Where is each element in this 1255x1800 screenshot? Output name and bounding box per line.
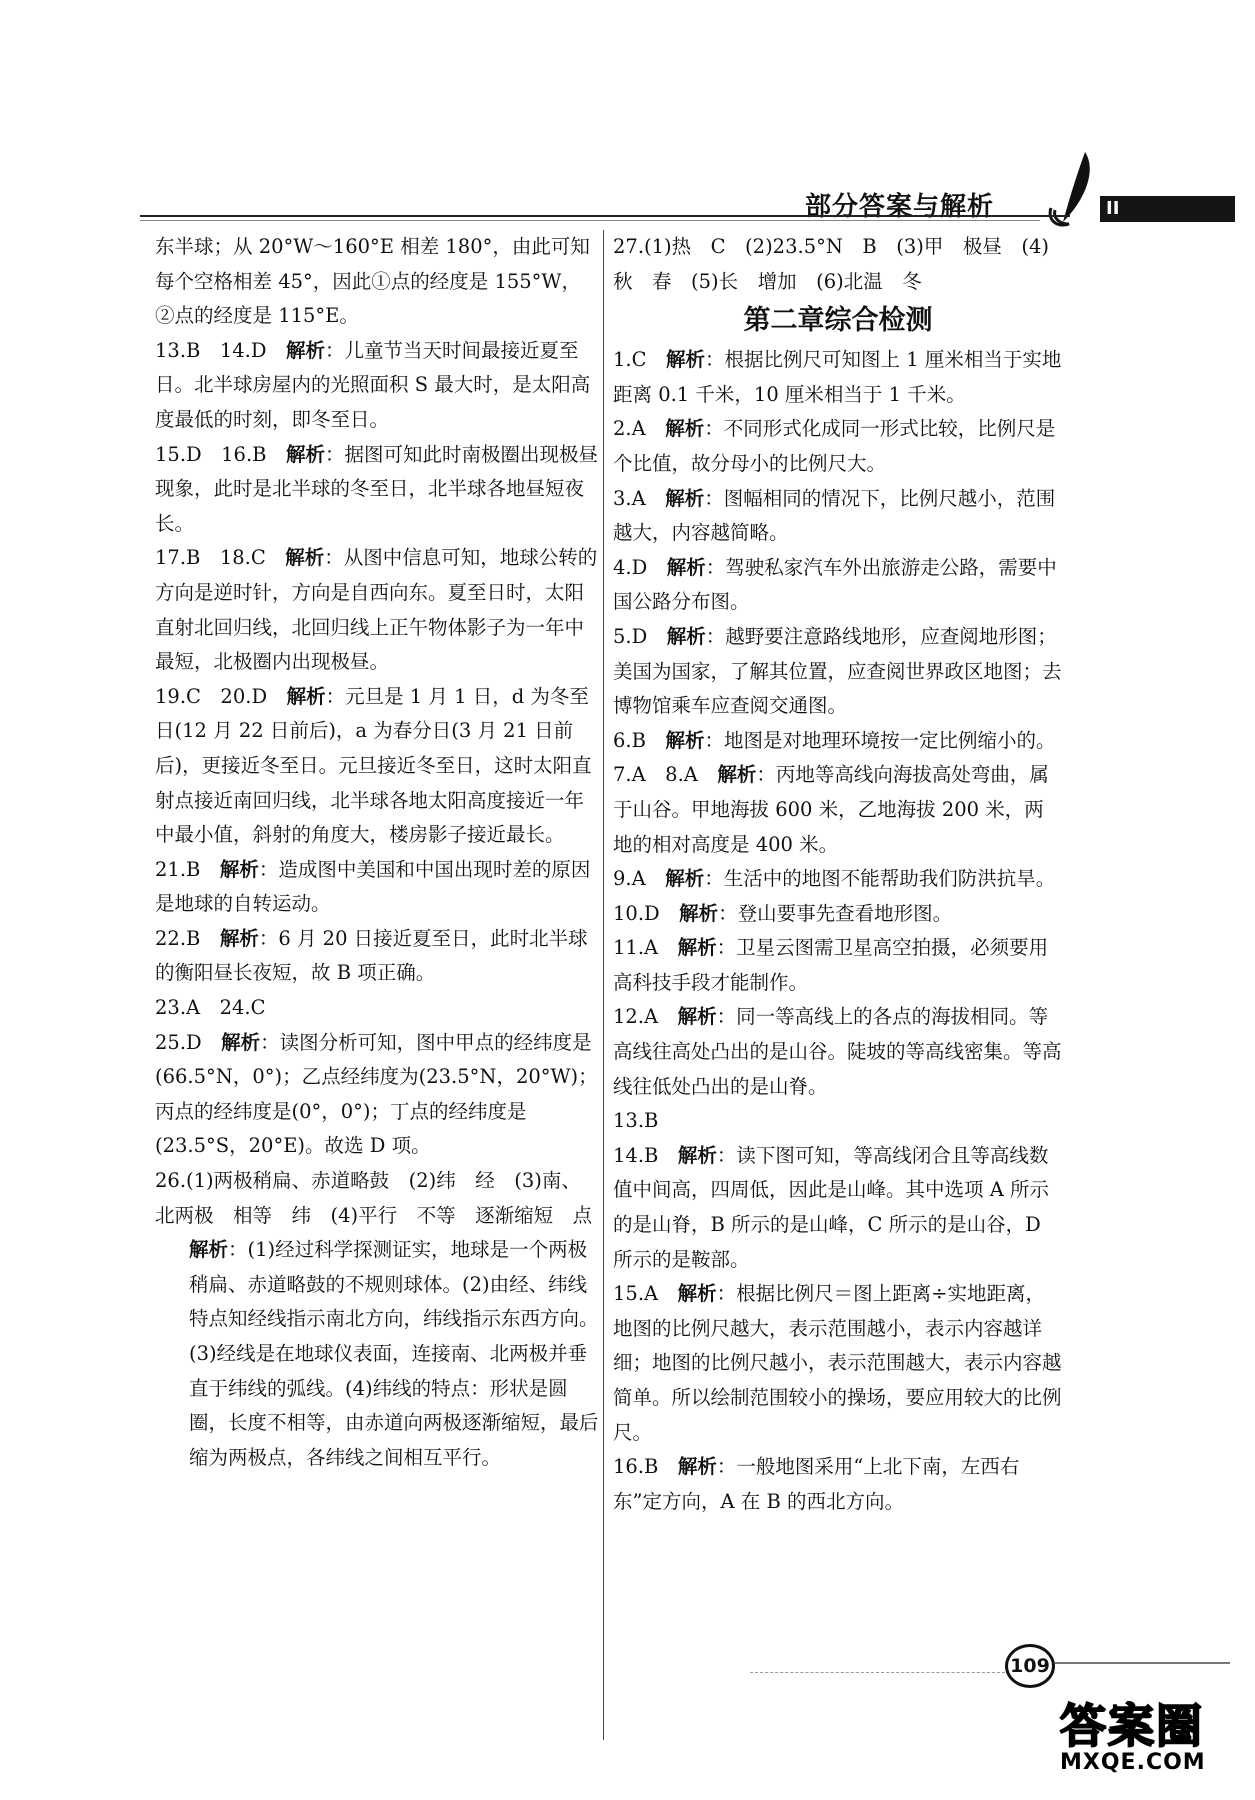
question-number: 16.B <box>613 1455 678 1479</box>
analysis-text: ：读下图可知，等高线闭合且等高线数值中间高，四周低，因此是山峰。其中选项 A 所示的是山脊，B 所示的是山峰，C 所示的是山谷，D 所示的是鞍部。 <box>613 1143 1049 1271</box>
analysis-text: ：丙地等高线向海拔高处弯曲，属于山谷。甲地海拔 600 米，乙地海拔 200 米，两地的相对高度是 400 米。 <box>613 763 1049 856</box>
answer-item <box>155 1026 600 1164</box>
footer-divider <box>750 1672 1005 1673</box>
question-number: 21.B <box>155 857 220 881</box>
analysis-label: 解析 <box>666 624 706 648</box>
answer-item <box>155 680 600 853</box>
question-number: 12.A <box>613 1005 678 1029</box>
analysis-text: ：越野要注意路线地形，应查阅地形图；美国为国家，了解其位置，应查阅世界政区地图；去博物馆乘车应查阅交通图。 <box>613 624 1062 718</box>
analysis-label: 解析 <box>219 857 259 881</box>
answer-item <box>613 230 1063 299</box>
analysis-label: 解析 <box>677 1143 717 1167</box>
question-number: 22.B <box>155 926 220 950</box>
analysis-text: ：生活中的地图不能帮助我们防洪抗旱。 <box>704 867 1056 891</box>
footer-divider-right <box>1055 1662 1230 1664</box>
question-number: 7.A 8.A <box>613 763 718 787</box>
analysis-label: 解析 <box>665 486 705 510</box>
analysis-label: 解析 <box>677 1005 717 1029</box>
analysis-text: ：造成图中美国和中国出现时差的原因是地球的自转运动。 <box>155 857 591 916</box>
header-bar <box>1100 196 1235 222</box>
header-divider-thin <box>140 220 1040 221</box>
question-number: 3.A <box>613 486 666 510</box>
question-number: 13.B <box>613 1109 659 1133</box>
analysis-text: ：(1)经过科学探测证实，地球是一个两极稍扁、赤道略鼓的不规则球体。(2)由经、纬线特点知经线指示南北方向，纬线指示东西方向。(3)经线是在地球仪表面，连接南、北两极并垂直于纬线的弧线。(4)纬线的特点：形状是圆圈，长度不相等，由赤道向两极逐渐缩短，最后缩为两极点，各纬线之间相互平行。 <box>189 1238 599 1469</box>
question-number: 11.A <box>613 936 678 960</box>
analysis-text: ：驾驶私家汽车外出旅游走公路，需要中国公路分布图。 <box>613 555 1057 614</box>
analysis-label: 解析 <box>286 338 326 362</box>
question-number: 14.B <box>613 1143 678 1167</box>
analysis-text: ：从图中信息可知，地球公转的方向是逆时针，方向是自西向东。夏至日时，太阳直射北回归线，北回归线上正午物体影子为一年中最短，北极圈内出现极昼。 <box>155 546 598 674</box>
question-number: 6.B <box>613 728 666 752</box>
analysis-label: 解析 <box>717 763 757 787</box>
analysis-label: 解析 <box>679 901 719 925</box>
analysis-label: 解析 <box>665 417 705 441</box>
answer-item <box>613 1139 1063 1277</box>
analysis-text: ：一般地图采用“上北下南，左西右东”定方向，A 在 B 的西北方向。 <box>613 1455 1020 1513</box>
header-divider <box>140 215 1070 217</box>
question-number: 26. <box>155 1169 187 1193</box>
column-divider <box>603 230 604 1740</box>
analysis-text: ：不同形式化成同一形式比较，比例尺是个比值，故分母小的比例尺大。 <box>613 417 1056 475</box>
question-number: 13.B 14.D <box>155 338 286 362</box>
analysis-text: ：据图可知此时南极圈出现极昼现象，此时是北半球的冬至日，北半球各地昼短夜长。 <box>155 442 599 535</box>
answer-text: (1)热 C (2)23.5°N B (3)甲 极昼 (4)秋 春 (5)长 增加 (6)北温 冬 <box>613 235 1049 293</box>
answer-item <box>613 724 1063 759</box>
question-number: 17.B 18.C <box>155 546 286 570</box>
analysis-label: 解析 <box>677 1282 717 1306</box>
analysis-label: 解析 <box>677 936 717 960</box>
analysis-text: ：根据比例尺＝图上距离÷实地距离，地图的比例尺越大，表示范围越小，表示内容越详细；地图的比例尺越小，表示范围越大，表示内容越简单。所以绘制范围较小的操场，要应用较大的比例尺。 <box>613 1282 1062 1444</box>
analysis-label: 解析 <box>665 728 705 752</box>
watermark-top: 答案圈 <box>1060 1699 1204 1753</box>
answer-item <box>613 758 1063 862</box>
analysis-label: 解析 <box>286 684 326 708</box>
question-number: 15.D 16.B <box>155 442 286 466</box>
analysis-label: 解析 <box>665 867 705 891</box>
watermark-logo <box>1060 1690 1240 1790</box>
answer-item <box>613 620 1063 724</box>
answer-item <box>613 412 1063 481</box>
answer-item <box>613 1000 1063 1104</box>
analysis-text: ：地图是对地理环境按一定比例缩小的。 <box>704 728 1056 752</box>
analysis-text: ：读图分析可知，图中甲点的经纬度是(66.5°N，0°)；乙点经纬度为(23.5°N，20°W)；丙点的经纬度是(0°，0°)；丁点的经纬度是(23.5°S，20°E)。故选 D 项。 <box>155 1030 598 1158</box>
analysis-text: ：图幅相同的情况下，比例尺越小，范围越大，内容越简略。 <box>613 486 1056 545</box>
answer-item <box>155 541 600 679</box>
answer-item <box>613 482 1063 551</box>
question-number: 23.A 24.C <box>155 996 266 1020</box>
analysis-label: 解析 <box>677 1455 717 1479</box>
question-number: 19.C 20.D <box>155 684 287 708</box>
watermark-bottom: MXQE.COM <box>1060 1750 1206 1775</box>
feather-icon <box>1045 150 1105 230</box>
question-number: 27. <box>613 235 645 258</box>
analysis-text: ：登山要事先查看地形图。 <box>718 901 953 925</box>
question-number: 10.D <box>613 901 680 925</box>
answer-item <box>613 343 1063 412</box>
answer-item <box>613 1277 1063 1450</box>
header-bar-text: II <box>1106 198 1120 219</box>
question-number: 5.D <box>613 624 667 648</box>
analysis-label: 解析 <box>189 1238 229 1262</box>
analysis-text: ：根据比例尺可知图上 1 厘米相当于实地距离 0.1 千米，10 厘米相当于 1 千米。 <box>613 348 1062 406</box>
header-title: 部分答案与解析 <box>805 192 995 222</box>
answer-item <box>613 897 1063 932</box>
answer-item <box>155 438 600 542</box>
answer-item <box>155 334 600 438</box>
answer-item <box>155 922 600 991</box>
analysis-label: 解析 <box>219 926 259 950</box>
section-title: 第二章综合检测 <box>743 305 933 337</box>
question-number: 25.D <box>155 1030 222 1054</box>
analysis-label: 解析 <box>285 546 325 570</box>
answer-item <box>613 862 1063 897</box>
question-number: 1.C <box>613 348 667 372</box>
left-column <box>155 230 600 1475</box>
answer-item <box>155 853 600 922</box>
question-number: 9.A <box>613 867 666 891</box>
answer-item <box>613 1104 1063 1139</box>
analysis-label: 解析 <box>666 348 706 372</box>
analysis-label: 解析 <box>286 442 326 466</box>
analysis-text: ：同一等高线上的各点的海拔相同。等高线往高处凸出的是山谷。陡坡的等高线密集。等高线往低处凸出的是山脊。 <box>613 1005 1062 1098</box>
question-number: 15.A <box>613 1282 678 1306</box>
page-number: 109 <box>1005 1644 1055 1688</box>
answer-item <box>155 1233 600 1475</box>
right-column <box>613 230 1063 1519</box>
analysis-label: 解析 <box>666 555 706 579</box>
analysis-text: ：元旦是 1 月 1 日，d 为冬至日(12 月 22 日前后)，a 为春分日(3 月 21 日前后)，更接近冬至日。元旦接近冬至日，这时太阳直射点接近南回归线，北半球各地太阳高度接近一年中最小值，斜射的角度大，楼房影子接近最长。 <box>155 684 592 847</box>
answer-item: 东半球；从 20°W～160°E 相差 180°，由此可知每个空格相差 45°，因此①点的经度是 155°W，②点的经度是 115°E。 <box>155 235 590 328</box>
analysis-label: 解析 <box>221 1030 261 1054</box>
analysis-text: ：卫星云图需卫星高空拍摄，必须要用高科技手段才能制作。 <box>613 936 1049 994</box>
answer-item <box>155 1164 600 1233</box>
answer-text: (1)两极稍扁、赤道略鼓 (2)纬 经 (3)南、北两极 相等 纬 (4)平行 不等 逐渐缩短 点 <box>155 1169 593 1227</box>
analysis-text: ：6 月 20 日接近夏至日，此时北半球的衡阳昼长夜短，故 B 项正确。 <box>155 926 588 985</box>
answer-item <box>155 991 600 1026</box>
answer-item <box>613 931 1063 1000</box>
answer-item <box>613 1450 1063 1519</box>
question-number: 4.D <box>613 555 667 579</box>
answer-item <box>613 551 1063 620</box>
analysis-text: ：儿童节当天时间最接近夏至日。北半球房屋内的光照面积 S 最大时，是太阳高度最低的时刻，即冬至日。 <box>155 338 591 431</box>
question-number: 2.A <box>613 417 666 441</box>
